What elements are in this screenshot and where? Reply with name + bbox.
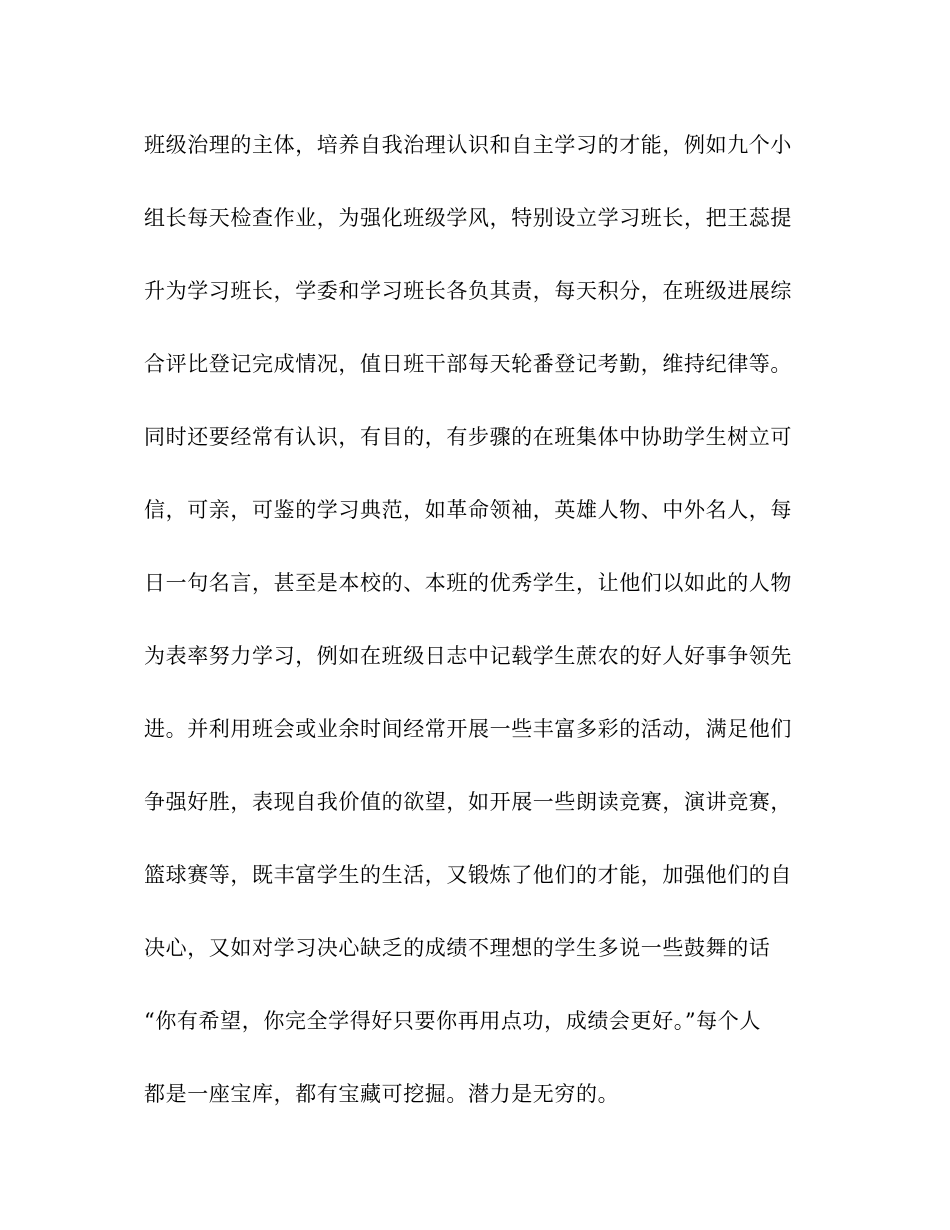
text-line: 争强好胜，表现自我价值的欲望，如开展一些朗读竞赛，演讲竞赛， bbox=[144, 790, 792, 814]
text-line: 篮球赛等，既丰富学生的生活，又锻炼了他们的才能，加强他们的自 bbox=[144, 863, 792, 887]
text-line: 合评比登记完成情况，值日班干部每天轮番登记考勤，维持纪律等。 bbox=[144, 352, 792, 376]
text-line: 升为学习班长，学委和学习班长各负其责，每天积分，在班级进展综 bbox=[144, 279, 792, 303]
text-line: 组长每天检查作业，为强化班级学风，特别设立学习班长，把王蕊提 bbox=[144, 206, 792, 230]
text-line: 信，可亲，可鉴的学习典范，如革命领袖，英雄人物、中外名人，每 bbox=[144, 498, 792, 522]
text-line: 决心，又如对学习决心缺乏的成绩不理想的学生多说一些鼓舞的话 bbox=[144, 936, 771, 960]
text-line: 都是一座宝库，都有宝藏可挖掘。潜力是无穷的。 bbox=[144, 1082, 620, 1106]
text-line: 同时还要经常有认识，有目的，有步骤的在班集体中协助学生树立可 bbox=[144, 425, 792, 449]
text-line: 进。并利用班会或业余时间经常开展一些丰富多彩的活动，满足他们 bbox=[144, 717, 792, 741]
text-line: 为表率努力学习，例如在班级日志中记载学生蔗农的好人好事争领先 bbox=[144, 644, 792, 668]
text-line: 日一句名言，甚至是本校的、本班的优秀学生，让他们以如此的人物 bbox=[144, 571, 792, 595]
text-line: 班级治理的主体，培养自我治理认识和自主学习的才能，例如九个小 bbox=[144, 133, 792, 157]
text-line: “你有希望，你完全学得好只要你再用点功，成绩会更好。”每个人 bbox=[144, 1009, 761, 1033]
body-paragraph bbox=[144, 122, 824, 1144]
